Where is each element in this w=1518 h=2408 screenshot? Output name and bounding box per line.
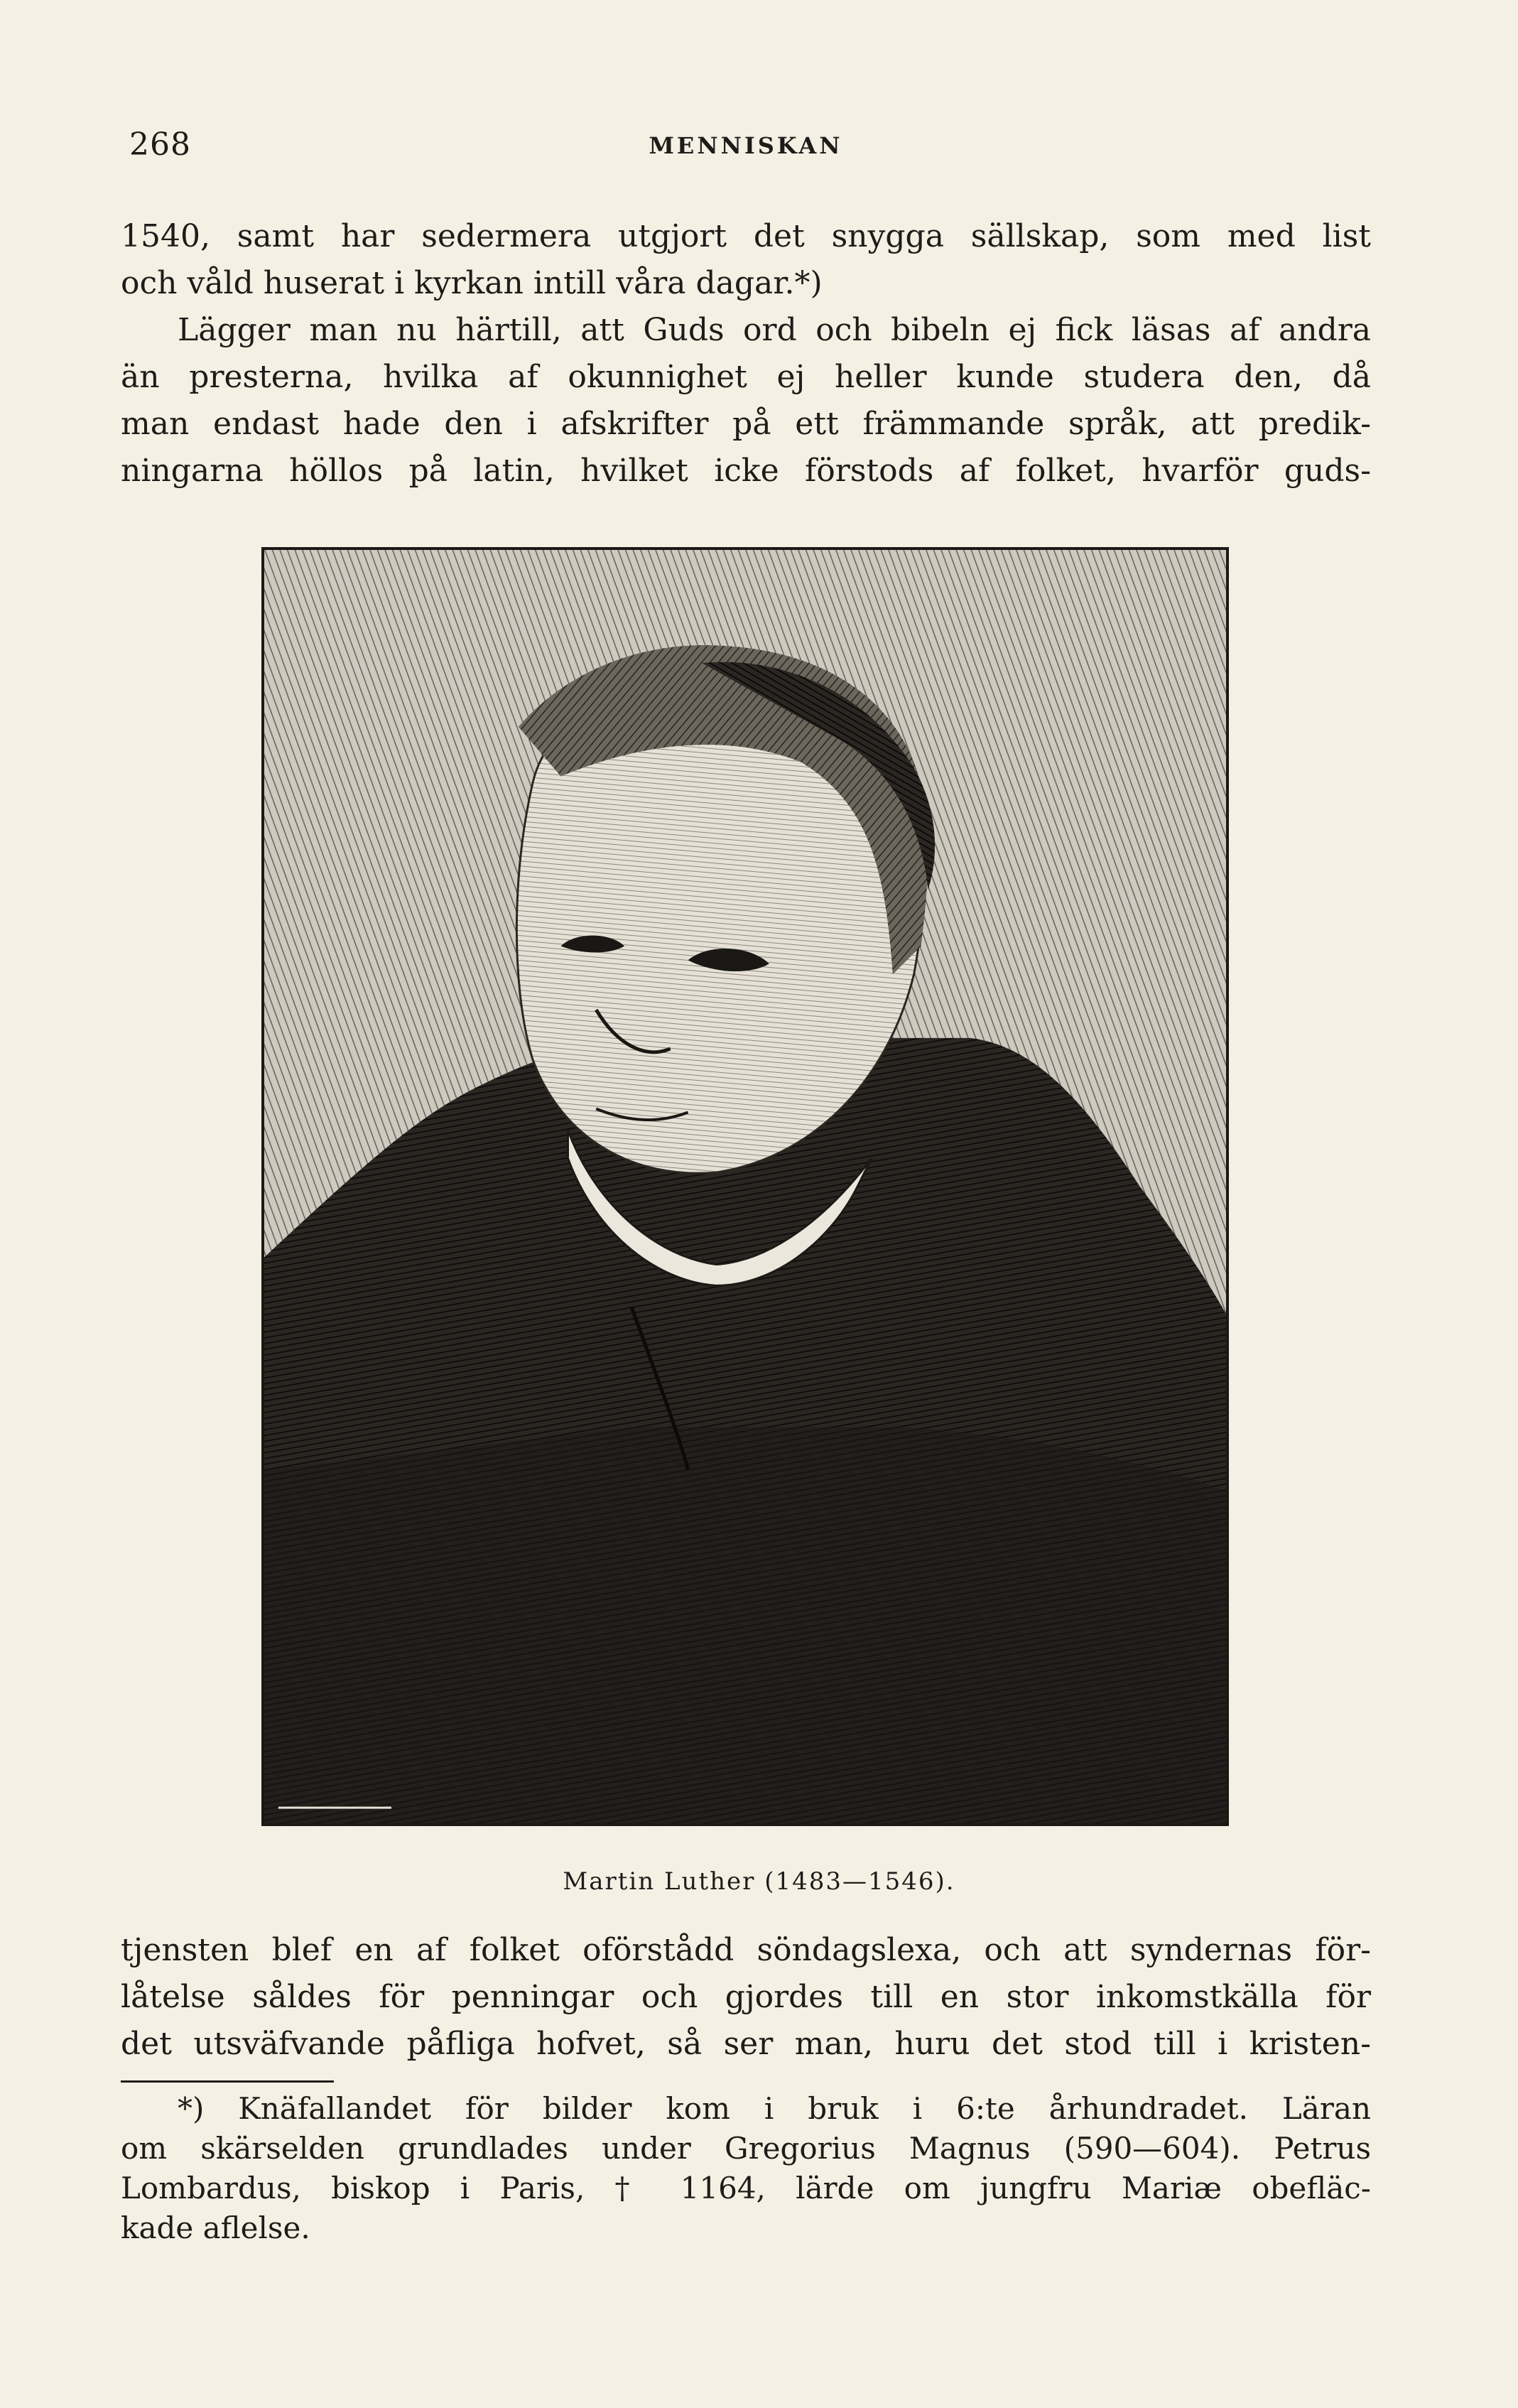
page-number: 268: [129, 126, 191, 163]
text-line: och våld huserat i kyrkan intill våra dagar.*): [121, 265, 823, 301]
running-head: [121, 126, 1371, 169]
running-title: MENNISKAN: [649, 132, 843, 159]
text-line: ningarna höllos på latin, hvilket icke förstods af folket, hvarför guds-: [121, 453, 1371, 489]
footnote-line: Lombardus, biskop i Paris, † 1164, lärde om jungfru Mariæ obefläc-: [121, 2171, 1371, 2205]
text-line: 1540, samt har sedermera utgjort det snygga sällskap, som med list: [121, 218, 1371, 254]
body-text-top: [121, 213, 1371, 495]
text-line: Lägger man nu härtill, att Guds ord och bibeln ej fick läsas af andra: [178, 312, 1371, 348]
text-line: än presterna, hvilka af okunnighet ej heller kunde studera den, då: [121, 359, 1371, 395]
text-line: man endast hade den i afskrifter på ett främmande språk, att predik-: [121, 406, 1371, 442]
portrait-illustration: [264, 550, 1226, 1823]
body-text-bottom: [121, 1927, 1371, 2068]
footnote-line: *) Knäfallandet för bilder kom i bruk i 6:te århundradet. Läran: [178, 2091, 1371, 2126]
portrait-engraving: [261, 547, 1229, 1826]
footnote-line: om skärselden grundlades under Gregorius Magnus (590—604). Petrus: [121, 2131, 1371, 2166]
footnote-rule: [121, 2080, 334, 2083]
footnote: [121, 2089, 1371, 2248]
text-line: tjensten blef en af folket oförstådd söndagslexa, och att syndernas för-: [121, 1932, 1371, 1968]
footnote-line: kade aflelse.: [121, 2210, 310, 2245]
figure-caption: Martin Luther (1483—1546).: [563, 1867, 955, 1896]
text-line: låtelse såldes för penningar och gjordes till en stor inkomstkälla för: [121, 1979, 1371, 2015]
text-line: det utsväfvande påfliga hofvet, så ser man, huru det stod till i kristen-: [121, 2026, 1371, 2062]
